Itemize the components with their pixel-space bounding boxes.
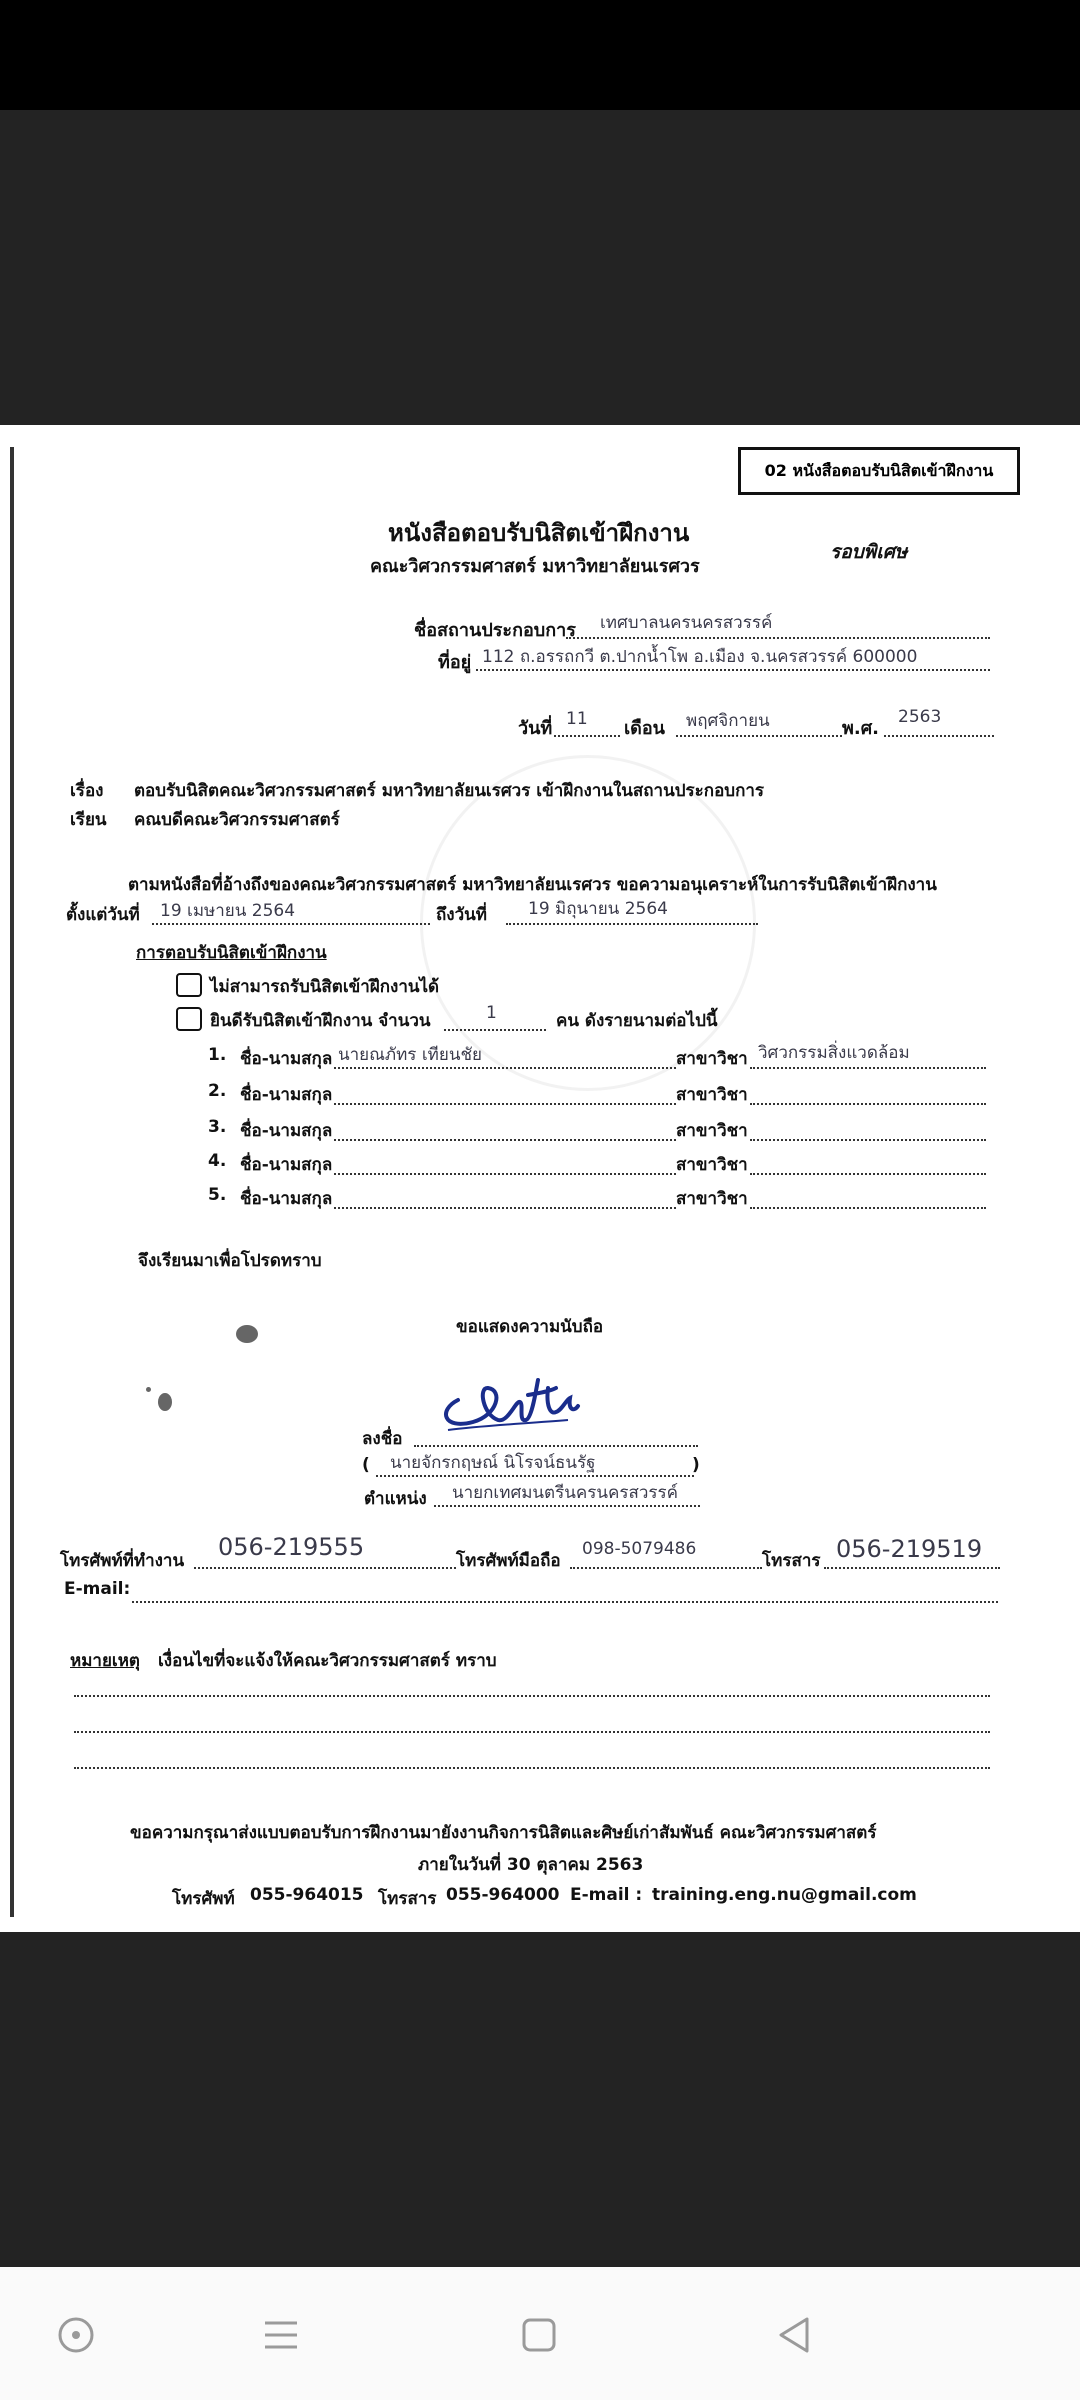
document-subtitle: คณะวิศวกรรมศาสตร์ มหาวิทยาลัยนเรศวร [370,556,700,577]
mobile-line [570,1567,762,1569]
footer-instruction: ขอความกรุณาส่งแบบตอบรับการฝึกงานมายังงานกิจการนิสิตและศิษย์เก่าสัมพันธ์ คณะวิศวกรรมศาสตร์ [130,1823,877,1843]
month-value: พฤศจิกายน [686,711,770,731]
day-label: วันที่ [518,718,553,739]
student-name-label: ชื่อ-นามสกุล [240,1121,333,1141]
day-line [554,735,620,737]
month-line [676,735,842,737]
email-line [132,1601,998,1603]
student-name-line [334,1173,676,1175]
student-major-label: สาขาวิชา [676,1085,748,1105]
year-line [884,735,994,737]
student-major-label: สาขาวิชา [676,1189,748,1209]
printed-name-close-paren: ) [692,1455,700,1475]
to-date-value: 19 มิถุนายน 2564 [528,899,668,919]
address-value: 112 ถ.อรรถกวี ต.ปากน้ำโพ อ.เมือง จ.นครสวรรค์ 600000 [482,647,918,667]
work-phone-line [194,1567,456,1569]
establishment-label: ชื่อสถานประกอบการ [414,620,576,641]
student-number: 2. [208,1081,227,1101]
ink-smudge [158,1393,172,1411]
student-major-line [750,1173,986,1175]
mobile-value: 098-5079486 [582,1539,697,1559]
student-name-line [334,1139,676,1141]
document-title: หนังสือตอบรับนิสิตเข้าฝึกงาน [388,519,690,547]
printed-name-value: นายจักรกฤษณ์ นิโรจน์ธนรัฐ [390,1453,596,1473]
footer-phone: 055-964015 [250,1885,364,1905]
position-value: นายกเทศมนตรีนครนครสวรรค์ [452,1483,679,1503]
student-name-value: นายณภัทร เทียนชัย [338,1045,482,1065]
student-name-line [334,1103,676,1105]
from-date-label: ตั้งแต่วันที่ [66,905,140,925]
home-square-icon[interactable] [514,2310,564,2360]
form-tag: 02 หนังสือตอบรับนิสิตเข้าฝึกงาน [738,447,1020,495]
student-name-label: ชื่อ-นามสกุล [240,1155,333,1175]
student-number: 1. [208,1045,227,1065]
footer-phone-label: โทรศัพท์ [172,1889,235,1909]
mobile-label: โทรศัพท์มือถือ [456,1551,561,1571]
work-phone-label: โทรศัพท์ที่ทำงาน [60,1551,185,1571]
month-label: เดือน [624,718,665,739]
student-major-value: วิศวกรรมสิ่งแวดล้อม [758,1043,910,1063]
student-number: 5. [208,1185,227,1205]
work-phone-value: 056-219555 [218,1533,365,1561]
student-number: 4. [208,1151,227,1171]
ink-smudge [146,1387,151,1392]
student-major-label: สาขาวิชา [676,1155,748,1175]
student-name-line [334,1207,676,1209]
closing-text: จึงเรียนมาเพื่อโปรดทราบ [138,1251,322,1271]
checkbox-accept [176,1007,202,1031]
student-major-line [750,1067,986,1069]
fax-value: 056-219519 [836,1535,983,1563]
back-triangle-icon[interactable] [770,2310,820,2360]
remark-line [74,1731,990,1733]
assistant-circle-icon[interactable] [51,2310,101,2360]
viewer-background-bottom [0,1932,1080,2267]
student-major-line [750,1207,986,1209]
student-major-label: สาขาวิชา [676,1049,748,1069]
to-date-label: ถึงวันที่ [436,905,487,925]
student-name-label: ชื่อ-นามสกุล [240,1189,333,1209]
student-major-label: สาขาวิชา [676,1121,748,1141]
student-major-line [750,1139,986,1141]
subject-label: เรื่อง [70,781,104,801]
address-label: ที่อยู่ [438,652,472,673]
recipient-label: เรียน [70,810,107,830]
footer-fax-label: โทรสาร [378,1889,437,1909]
position-label: ตำแหน่ง [364,1489,427,1509]
subject-text: ตอบรับนิสิตคณะวิศวกรรมศาสตร์ มหาวิทยาลัยนเรศวร เข้าฝึกงานในสถานประกอบการ [134,781,765,801]
document-left-edge [10,447,14,1917]
student-number: 3. [208,1117,227,1137]
viewer-background-top [0,110,1080,425]
accept-count-line [444,1029,546,1031]
remark-text: เงื่อนไขที่จะแจ้งให้คณะวิศวกรรมศาสตร์ ทราบ [158,1651,497,1671]
regards-text: ขอแสดงความนับถือ [456,1317,604,1337]
checkbox-reject [176,973,202,997]
footer-email-label: E-mail : [570,1885,643,1905]
option-accept-suffix: คน ดังรายนามต่อไปนี้ [556,1011,718,1031]
year-value: 2563 [898,707,942,727]
recipient-text: คณบดีคณะวิศวกรรมศาสตร์ [134,810,340,830]
student-major-line [750,1103,986,1105]
ink-smudge [236,1325,258,1343]
response-heading: การตอบรับนิสิตเข้าฝึกงาน [136,943,327,963]
footer-email: training.eng.nu@gmail.com [652,1885,917,1905]
day-value: 11 [566,709,588,729]
footer-deadline: ภายในวันที่ 30 ตุลาคม 2563 [418,1855,644,1875]
student-name-label: ชื่อ-นามสกุล [240,1049,333,1069]
menu-lines-icon[interactable] [256,2310,306,2360]
status-bar [0,0,1080,110]
option-reject-label: ไม่สามารถรับนิสิตเข้าฝึกงานได้ [210,977,440,997]
special-round-note: รอบพิเศษ [830,541,908,563]
remark-line [74,1695,990,1697]
fax-line [824,1567,1000,1569]
body-line-1: ตามหนังสือที่อ้างถึงของคณะวิศวกรรมศาสตร์ มหาวิทยาลัยนเรศวร ขอความอนุเคราะห์ในการรับนิสิตเข้าฝึกงาน [128,875,937,895]
sign-label: ลงชื่อ [362,1429,403,1449]
option-accept-prefix: ยินดีรับนิสิตเข้าฝึกงาน จำนวน [210,1011,431,1031]
establishment-line [566,637,990,639]
to-date-line [506,923,758,925]
printed-name-open-paren: ( [362,1455,370,1475]
year-label: พ.ศ. [842,718,879,739]
handwritten-signature [428,1360,588,1440]
footer-fax: 055-964000 [446,1885,560,1905]
document-image [0,425,1080,1932]
establishment-value: เทศบาลนครนครสวรรค์ [600,613,773,633]
fax-label: โทรสาร [762,1551,821,1571]
from-date-value: 19 เมษายน 2564 [160,901,296,921]
remark-label: หมายเหตุ [70,1651,140,1671]
student-name-label: ชื่อ-นามสกุล [240,1085,333,1105]
sign-line [414,1445,698,1447]
accept-count-value: 1 [486,1003,497,1023]
remark-line [74,1767,990,1769]
email-label: E-mail: [64,1579,131,1599]
